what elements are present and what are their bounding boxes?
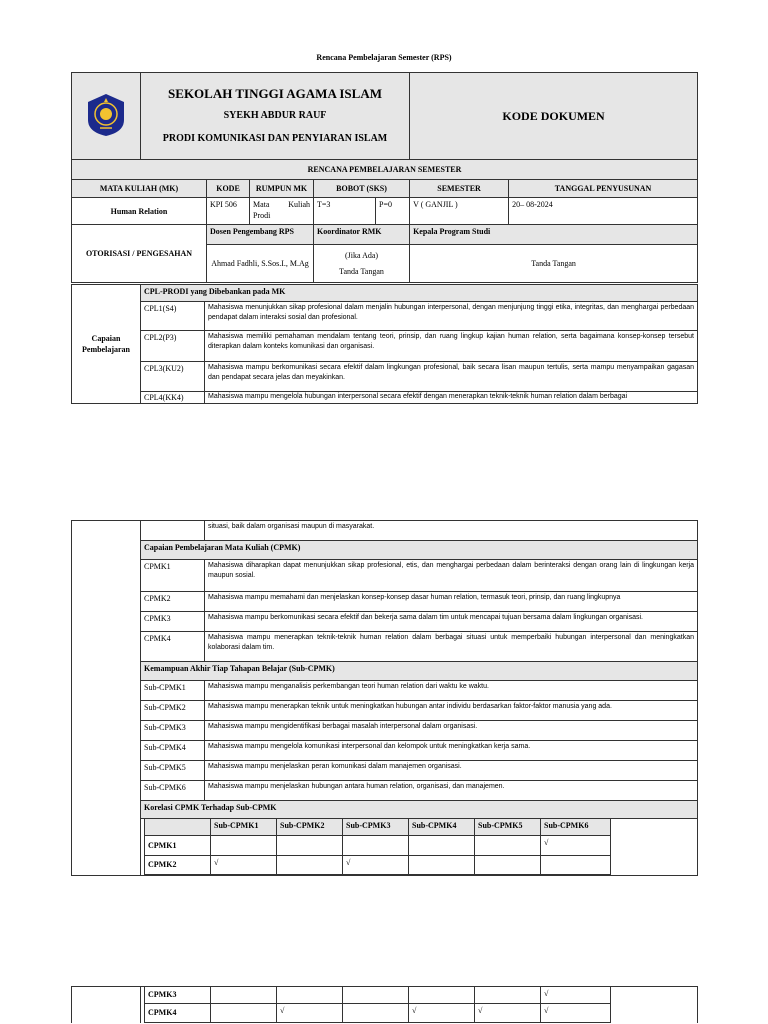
cpl-text: Mahasiswa menunjukkan sikap profesional dalam menjalin hubungan interpersonal, dengan menjunjung tinggi etika, integritas, dan menghargai perbedaan pendapat dalam interaksi sosial dan profesional.: [205, 302, 698, 331]
korelasi-col-header: Sub-CPMK4: [409, 819, 475, 836]
korelasi-table-continued: [71, 986, 698, 1023]
korelasi-mark: [541, 856, 611, 875]
kaprodi-sign: Tanda Tangan: [410, 245, 698, 283]
kode-dokumen: KODE DOKUMEN: [410, 73, 698, 160]
korelasi-row-cpmk3: [145, 987, 611, 1004]
korelasi-mark: √: [277, 1004, 343, 1023]
korelasi-header-row: [145, 819, 611, 836]
korelasi-col-header: Sub-CPMK1: [211, 819, 277, 836]
course-name: Human Relation: [72, 198, 207, 225]
korelasi-row-label: CPMK3: [145, 987, 211, 1004]
cpmk-code: CPMK4: [141, 632, 205, 662]
korelasi-mark: √: [211, 856, 277, 875]
cpl-code: CPL2(P3): [141, 331, 205, 362]
subcpmk-text: Mahasiswa mampu mengelola komunikasi interpersonal dan kelompok untuk meningkatkan kerja sama.: [205, 741, 698, 761]
capaian-table: [71, 284, 698, 404]
cpmk-text: Mahasiswa mampu menerapkan teknik-teknik human relation dalam berbagai situasi untuk memperbaiki hubungan interpersonal dan meningkatkan kolaborasi dalam tim.: [205, 632, 698, 662]
cpl-code: CPL3(KU2): [141, 362, 205, 392]
subcpmk-code: Sub-CPMK6: [141, 781, 205, 801]
rps-title: RENCANA PEMBELAJARAN SEMESTER: [72, 160, 698, 180]
korelasi-row-cpmk1: [145, 836, 611, 856]
cpl-text: Mahasiswa mampu berkomunikasi secara efektif dalam lingkungan profesional, baik secara lisan maupun tertulis, serta mampu menyampaikan gagasan dan pendapat secara jelas dan meyakinkan.: [205, 362, 698, 392]
cpl-header: CPL-PRODI yang Dibebankan pada MK: [141, 285, 698, 302]
subcpmk-text: Mahasiswa mampu menjelaskan peran komunikasi dalam manajemen organisasi.: [205, 761, 698, 781]
koordinator-sign: Tanda Tangan: [339, 267, 384, 276]
school-name-cell: [141, 73, 410, 160]
korelasi-mark: [475, 836, 541, 856]
korelasi-col-header: Sub-CPMK3: [343, 819, 409, 836]
korelasi-table-2: [144, 986, 611, 1023]
left-spacer-cell: [72, 521, 141, 876]
korelasi-mark: [277, 987, 343, 1004]
otorisasi-label: OTORISASI / PENGESAHAN: [72, 225, 207, 283]
korelasi-mark: [409, 836, 475, 856]
school-logo-icon: [86, 92, 126, 138]
logo-cell: [72, 73, 141, 160]
korelasi-mark: √: [343, 856, 409, 875]
korelasi-row-label: CPMK2: [145, 856, 211, 875]
course-rumpun: Mata Kuliah Prodi: [250, 198, 314, 225]
cpmk-code: CPMK3: [141, 612, 205, 632]
korelasi-mark: √: [541, 836, 611, 856]
dosen-name: Ahmad Fadhli, S.Sos.I., M.Ag: [207, 245, 314, 283]
korelasi-mark: [211, 1004, 277, 1023]
capaian-table-continued: [71, 520, 698, 876]
korelasi-mark: [475, 987, 541, 1004]
cpmk-code: CPMK1: [141, 560, 205, 592]
header-tanggal: TANGGAL PENYUSUNAN: [509, 180, 698, 198]
subcpmk-code: Sub-CPMK1: [141, 681, 205, 701]
cpl-code: CPL4(KK4): [141, 392, 205, 404]
korelasi-corner: [145, 819, 211, 836]
korelasi-mark: [409, 856, 475, 875]
korelasi-mark: [343, 1004, 409, 1023]
prodi-name: PRODI KOMUNIKASI DAN PENYIARAN ISLAM: [162, 133, 388, 144]
korelasi-table: [144, 818, 611, 875]
cpmk-text: Mahasiswa diharapkan dapat menunjukkan sikap profesional, etis, dan menghargai perbedaan dalam berinteraksi dengan orang lain di lingkungan kerja maupun sosial.: [205, 560, 698, 592]
korelasi-mark: √: [409, 1004, 475, 1023]
korelasi-mark: [277, 856, 343, 875]
left-spacer-cell: [72, 987, 141, 1024]
subcpmk-code: Sub-CPMK3: [141, 721, 205, 741]
korelasi-mark: [211, 836, 277, 856]
subcpmk-code: Sub-CPMK2: [141, 701, 205, 721]
korelasi-row-cpmk2: [145, 856, 611, 875]
subcpmk-code: Sub-CPMK5: [141, 761, 205, 781]
course-tanggal: 20– 08-2024: [509, 198, 698, 225]
korelasi-row-cpmk4: [145, 1004, 611, 1023]
korelasi-mark: [277, 836, 343, 856]
korelasi-mark: [343, 987, 409, 1004]
cpmk-text: Mahasiswa mampu memahami dan menjelaskan konsep-konsep dasar human relation, termasuk teori, prinsip, dan ruang lingkupnya: [205, 592, 698, 612]
rps-header-table: [71, 72, 698, 283]
dosen-label: Dosen Pengembang RPS: [207, 225, 314, 245]
korelasi-row-label: CPMK1: [145, 836, 211, 856]
capaian-label: Capaian Pembelajaran: [72, 285, 141, 404]
subcpmk-text: Mahasiswa mampu menganalisis perkembangan teori human relation dari waktu ke waktu.: [205, 681, 698, 701]
korelasi-mark: [343, 836, 409, 856]
korelasi-mark: [409, 987, 475, 1004]
course-bobot-p: P=0: [376, 198, 410, 225]
koordinator-label: Koordinator RMK: [314, 225, 410, 245]
cpl4-continued: situasi, baik dalam organisasi maupun di masyarakat.: [205, 521, 698, 541]
cpl-code: CPL1(S4): [141, 302, 205, 331]
korelasi-header: Korelasi CPMK Terhadap Sub-CPMK: [141, 801, 698, 819]
school-name-2: SYEKH ABDUR RAUF: [223, 110, 327, 121]
header-bobot: BOBOT (SKS): [314, 180, 410, 198]
koordinator-cell: [314, 245, 410, 283]
cpl-text: Mahasiswa memiliki pemahaman mendalam tentang teori, prinsip, dan ruang lingkup kajian human relation, serta bagaimana konsep-konsep tersebut diterapkan dalam konteks komunikasi dan organisasi.: [205, 331, 698, 362]
kaprodi-label: Kepala Program Studi: [410, 225, 698, 245]
korelasi-cell: [141, 819, 698, 876]
korelasi-mark: [475, 856, 541, 875]
subcpmk-header: Kemampuan Akhir Tiap Tahapan Belajar (Sub-CPMK): [141, 662, 698, 681]
subcpmk-text: Mahasiswa mampu mengidentifikasi berbagai masalah interpersonal dalam organisasi.: [205, 721, 698, 741]
subcpmk-text: Mahasiswa mampu menerapkan teknik untuk meningkatkan hubungan antar individu berdasarkan faktor-faktor manusia yang ada.: [205, 701, 698, 721]
cpl-text: Mahasiswa mampu mengelola hubungan interpersonal secara efektif dengan menerapkan teknik-teknik human relation dalam berbagai: [208, 393, 628, 400]
header-rumpun: RUMPUN MK: [250, 180, 314, 198]
korelasi-col-header: Sub-CPMK5: [475, 819, 541, 836]
header-kode: KODE: [207, 180, 250, 198]
subcpmk-text: Mahasiswa mampu menjelaskan hubungan antara human relation, organisasi, dan manajemen.: [205, 781, 698, 801]
course-semester: V ( GANJIL ): [410, 198, 509, 225]
korelasi-row-label: CPMK4: [145, 1004, 211, 1023]
koordinator-note: (Jika Ada): [344, 251, 379, 260]
page-title: Rencana Pembelajaran Semester (RPS): [316, 53, 452, 62]
cpmk-header: Capaian Pembelajaran Mata Kuliah (CPMK): [141, 541, 698, 560]
subcpmk-code: Sub-CPMK4: [141, 741, 205, 761]
header-mk: MATA KULIAH (MK): [72, 180, 207, 198]
korelasi-mark: √: [541, 987, 611, 1004]
cpmk-text: Mahasiswa mampu berkomunikasi secara efektif dan bekerja sama dalam tim untuk mencapai tujuan bersama dalam lingkungan organisasi.: [205, 612, 698, 632]
cpmk-code: CPMK2: [141, 592, 205, 612]
course-kode: KPI 506: [207, 198, 250, 225]
korelasi-mark: √: [475, 1004, 541, 1023]
header-semester: SEMESTER: [410, 180, 509, 198]
school-name: SEKOLAH TINGGI AGAMA ISLAM: [168, 86, 382, 101]
korelasi-col-header: Sub-CPMK6: [541, 819, 611, 836]
korelasi-col-header: Sub-CPMK2: [277, 819, 343, 836]
korelasi-mark: [211, 987, 277, 1004]
korelasi-mark: √: [541, 1004, 611, 1023]
course-bobot-t: T=3: [314, 198, 376, 225]
